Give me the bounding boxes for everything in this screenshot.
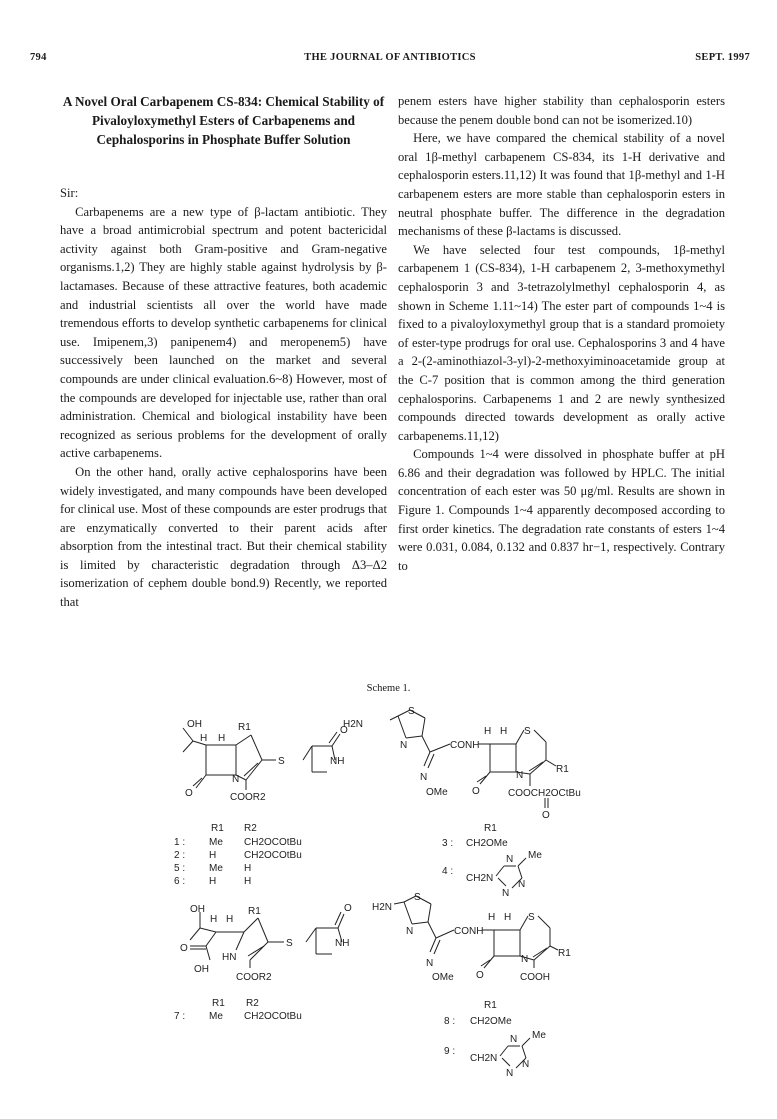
compound-number: 8 : — [444, 1016, 456, 1027]
atom-label: HN — [222, 952, 237, 963]
paragraph: Here, we have compared the chemical stability of a novel oral 1β-methyl carbapenem CS-834, its 1-H derivative and cephalosporin esters.11,12) It was found that 1β-methyl and 1-H carbapenem esters are more stable than cephalosporin esters in neutral phosphate buffer. The difference in the degradation mechanisms of these β-lactams is discussed. — [398, 131, 725, 239]
paragraph: Carbapenems are a new type of β-lactam antibiotic. They have a broad antimicrobial spectrum and potent bactericidal activity against both Gram-positive and Gram-negative organisms.1,2) They are highly stable against hydrolysis by β-lactamases. Because of these attractive features, both academic and industrial scientists all over the world have made tremendous efforts to develop synthetic carbapenems for clinical use. Imipenem,3) panipenem4) and meropenem5) have successively been launched on the market and several compounds are under clinical evaluation.6~8) However, most of the compounds are developed for injectable use, rather than oral administration. Chemical and biological instability have been recognized as serious problems for the development of orally active carbapenems. — [60, 204, 387, 461]
atom-label: CONH — [454, 926, 484, 937]
atom-label: H — [500, 726, 508, 737]
atom-label: S — [278, 756, 285, 767]
atom-label: OMe — [432, 972, 454, 983]
col-header: R1 — [212, 998, 225, 1009]
r1-value: CH2OMe — [470, 1016, 512, 1027]
atom-label: S — [414, 892, 421, 903]
atom-label: O — [476, 970, 484, 981]
r2-value: H — [244, 863, 252, 874]
journal-name: THE JOURNAL OF ANTIBIOTICS — [304, 52, 476, 63]
tetrazole-atom: N — [522, 1059, 530, 1070]
r1-value: CH2OMe — [466, 838, 508, 849]
structure-a — [174, 719, 348, 887]
atom-label: H — [200, 733, 208, 744]
atom-label: H — [226, 914, 234, 925]
r1-value: Me — [209, 1011, 223, 1022]
atom-label: S — [524, 726, 531, 737]
atom-label: OH — [190, 904, 205, 915]
atom-label: N — [400, 740, 408, 751]
atom-label: H — [488, 912, 496, 923]
tetrazole-atom: N — [502, 888, 510, 899]
atom-label: OMe — [426, 787, 448, 798]
paragraph: penem esters have higher stability than cephalosporin esters because the penem double bond can not be isomerized.10) — [398, 94, 725, 127]
r1-value: CH2N — [470, 1053, 498, 1064]
atom-label: R1 — [248, 906, 261, 917]
r1-value: CH2N — [466, 873, 494, 884]
atom-label: N — [406, 926, 414, 937]
compound-number: 9 : — [444, 1046, 456, 1057]
r1-value: H — [209, 850, 217, 861]
col-header: R1 — [211, 823, 224, 834]
tetrazole-atom: Me — [528, 850, 542, 861]
scheme-title: Scheme 1. — [366, 683, 411, 694]
atom-label: NH — [335, 938, 350, 949]
salutation: Sir: — [60, 186, 79, 200]
tetrazole-atom: Me — [532, 1030, 546, 1041]
atom-label: O — [542, 810, 550, 821]
atom-label: R1 — [558, 948, 571, 959]
atom-label: H — [218, 733, 226, 744]
tetrazole-atom: N — [506, 1068, 514, 1079]
atom-label: CONH — [450, 740, 480, 751]
structure-c — [174, 903, 352, 1022]
compound-number: 2 : — [174, 850, 186, 861]
atom-label: NH — [330, 756, 345, 767]
col-header: R2 — [244, 823, 257, 834]
r2-value: CH2OCOtBu — [244, 850, 302, 861]
atom-label: R1 — [556, 764, 569, 775]
atom-label: H2N — [372, 902, 393, 913]
col-header: R1 — [484, 823, 497, 834]
atom-label: N — [521, 954, 529, 965]
r1-value: Me — [209, 863, 223, 874]
atom-label: O — [340, 725, 348, 736]
atom-label: N — [420, 772, 428, 783]
col-header: R2 — [246, 998, 259, 1009]
atom-label: COOH — [520, 972, 550, 983]
atom-label: O — [185, 788, 193, 799]
r1-value: Me — [209, 837, 223, 848]
compound-number: 5 : — [174, 863, 186, 874]
paragraph: We have selected four test compounds, 1β-methyl carbapenem 1 (CS-834), 1-H carbapenem 2, 3-methoxymethyl cephalosporin 3 and 3-tetrazolylmethyl cephalosporin 4, as shown in Scheme 1.11~14) The ester part of compounds 1~4 is fixed to a pivaloyloxymethyl group that is a standard promoiety of ester-type prodrugs for oral use. Cephalosporins 3 and 4 have a 2-(2-aminothiazol-3-yl)-2-methoxyiminoacetamide group at the C-7 position that is common among the third generation cephalosporins. Carbapenems 1 and 2 are newly synthesized compounds directed towards development as orally active carbapenems.11,12) — [398, 242, 725, 443]
compound-number: 6 : — [174, 876, 186, 887]
tetrazole-atom: N — [518, 879, 526, 890]
atom-label: COOCH2OCtBu — [508, 788, 581, 799]
atom-label: N — [516, 770, 524, 781]
atom-label: COOR2 — [236, 972, 272, 983]
atom-label: S — [286, 938, 293, 949]
atom-label: S — [528, 912, 535, 923]
atom-label: H — [210, 914, 218, 925]
atom-label: S — [408, 706, 415, 717]
atom-label: H2N — [343, 719, 364, 730]
atom-label: OH — [194, 964, 209, 975]
atom-label: COOR2 — [230, 792, 266, 803]
atom-label: N — [232, 774, 240, 785]
structure-b — [343, 706, 581, 899]
paragraph: On the other hand, orally active cephalosporins have been widely investigated, and many compounds have been developed for clinical use. Most of these compounds are ester prodrugs that are enzymatically converted to their parent acids after absorption from the intestinal tract. But their chemical stability is limited by characteristic degradation through Δ3–Δ2 isomerization of cephem double bond.9) Recently, we reported that — [60, 464, 387, 610]
issue-date: SEPT. 1997 — [695, 52, 750, 63]
atom-label: H — [484, 726, 492, 737]
atom-label: O — [180, 943, 188, 954]
col-header: R1 — [484, 1000, 497, 1011]
compound-number: 4 : — [442, 866, 454, 877]
structure-d — [372, 892, 571, 1079]
r2-value: CH2OCOtBu — [244, 837, 302, 848]
tetrazole-atom: N — [506, 854, 514, 865]
paragraph: Compounds 1~4 were dissolved in phosphate buffer at pH 6.86 and their degradation was followed by HPLC. The initial concentration of each ester was 50 μg/ml. Results are shown in Figure 1. Compounds 1~4 apparently decomposed according to first order kinetics. The degradation rate constants of esters 1~4 were 0.031, 0.084, 0.132 and 0.837 hr−1, respectively. Contrary to — [398, 447, 725, 573]
atom-label: N — [426, 958, 434, 969]
atom-label: O — [472, 786, 480, 797]
atom-label: H — [504, 912, 512, 923]
compound-number: 3 : — [442, 838, 454, 849]
atom-label: OH — [187, 719, 202, 730]
compound-number: 7 : — [174, 1011, 186, 1022]
compound-number: 1 : — [174, 837, 186, 848]
tetrazole-atom: N — [510, 1034, 518, 1045]
atom-label: R1 — [238, 722, 251, 733]
atom-label: O — [344, 903, 352, 914]
r1-value: H — [209, 876, 217, 887]
r2-value: CH2OCOtBu — [244, 1011, 302, 1022]
r2-value: H — [244, 876, 252, 887]
page-number: 794 — [30, 52, 47, 63]
article-title: A Novel Oral Carbapenem CS-834: Chemical Stability of Pivaloyloxymethyl Esters of Carbapenems and Cephalosporins in Phosphate Buffer Solution — [62, 94, 385, 147]
